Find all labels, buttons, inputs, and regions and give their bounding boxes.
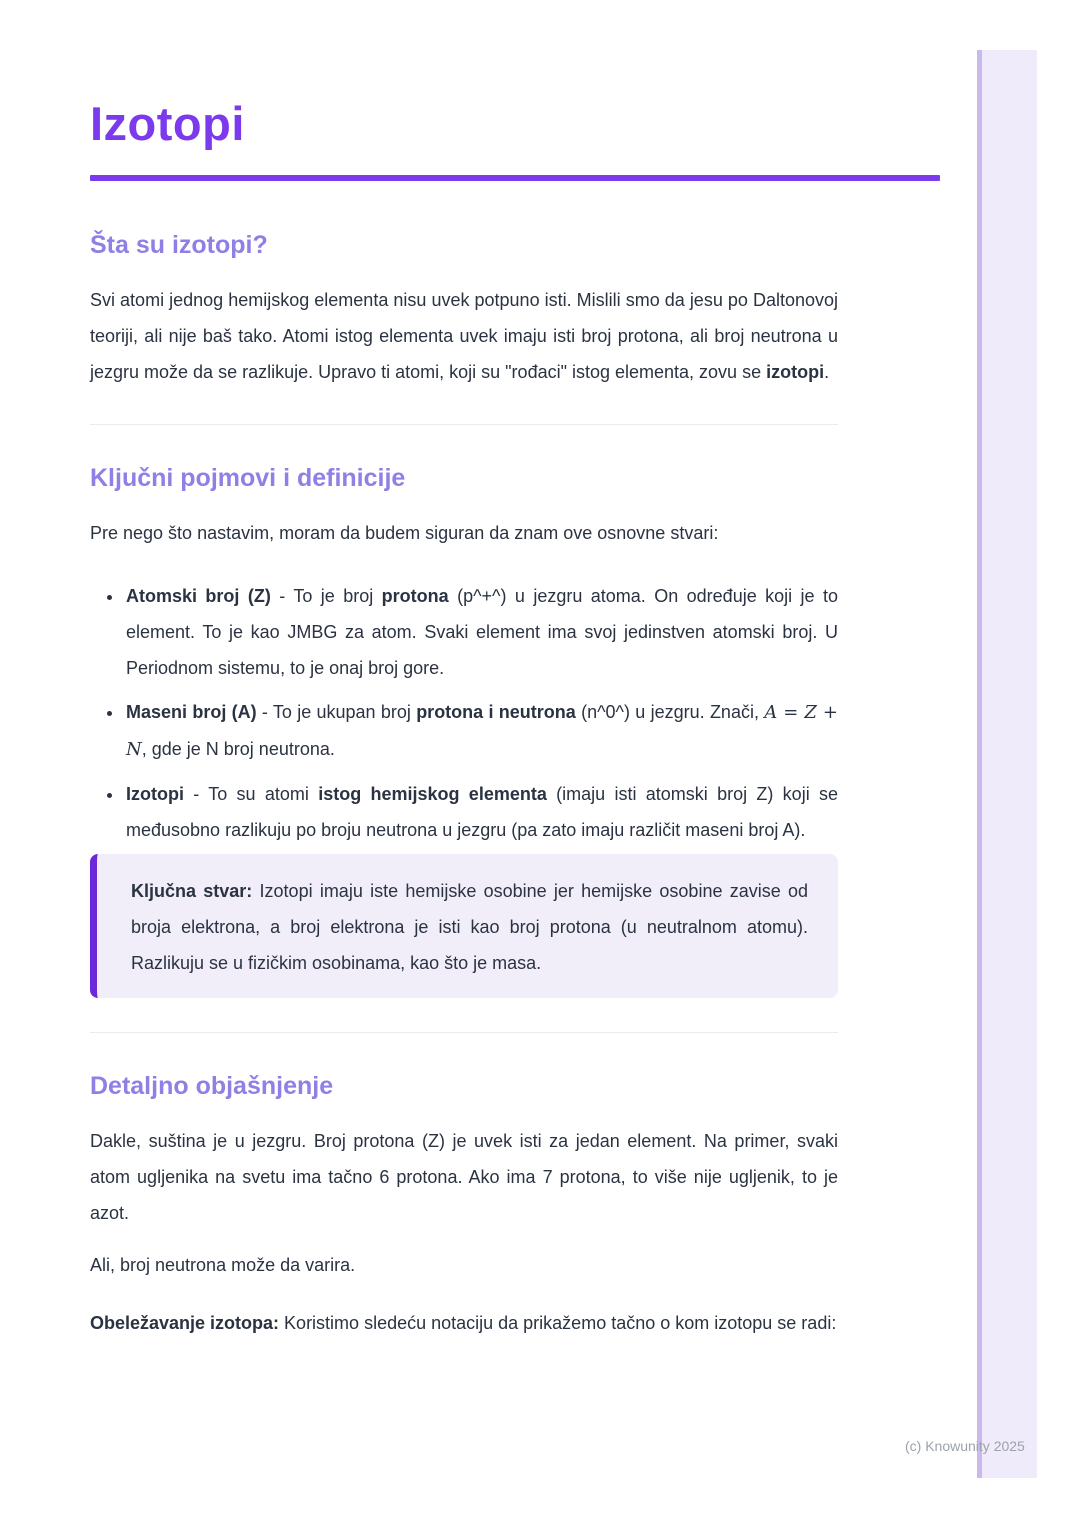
right-accent-strip — [977, 50, 1037, 1478]
page-title: Izotopi — [90, 97, 245, 150]
definitions-list — [90, 578, 838, 848]
section-heading-what-are-isotopes: Šta su izotopi? — [90, 230, 268, 259]
key-point-callout — [90, 854, 838, 998]
detail-paragraph-3: Obeležavanje izotopa: Koristimo sledeću notaciju da prikažemo tačno o kom izotopu se radi: — [90, 1312, 837, 1333]
section-divider — [90, 424, 838, 425]
key-terms-intro: Pre nego što nastavim, moram da budem siguran da znam ove osnovne stvari: — [90, 522, 719, 543]
list-item-isotopes: • Izotopi - To su atomi istog hemijskog elementa (imaju isti atomski broj Z) koji se međusobno razlikuju po broju neutrona u jezgru (pa zato imaju različit maseni broj A). — [124, 776, 838, 848]
copyright-footer: (c) Knowunity 2025 — [905, 1438, 1025, 1454]
page-content — [90, 0, 838, 1341]
callout-text: Ključna stvar: Izotopi imaju iste hemijske osobine jer hemijske osobine zavise od broja elektrona, a broj elektrona je isti kao broj protona (u neutralnom atomu). Razlikuju se u fizičkim osobinama, kao što je masa. — [131, 880, 808, 973]
section-divider — [90, 1032, 838, 1033]
list-item-atomic-number: • Atomski broj (Z) - To je broj protona (p^+^) u jezgru atoma. On određuje koji je to element. To je kao JMBG za atom. Svaki element ima svoj jedinstven atomski broj. U Periodnom sistemu, to je onaj broj gore. — [124, 578, 838, 686]
section-heading-key-terms: Ključni pojmovi i definicije — [90, 463, 406, 492]
intro-paragraph: Svi atomi jednog hemijskog elementa nisu uvek potpuno isti. Mislili smo da jesu po Daltonovoj teoriji, ali nije baš tako. Atomi istog elementa uvek imaju isti broj protona, ali broj neutrona u jezgru može da se razlikuje. Upravo ti atomi, koji su "rođaci" istog elementa, zovu se izotopi. — [90, 289, 838, 382]
title-underline-rule — [90, 175, 940, 181]
detail-paragraph-2: Ali, broj neutrona može da varira. — [90, 1254, 356, 1275]
detail-paragraph-1: Dakle, suština je u jezgru. Broj protona (Z) je uvek isti za jedan element. Na primer, svaki atom ugljenika na svetu ima tačno 6 protona. Ako ima 7 protona, to više nije ugljenik, to je azot. — [90, 1130, 838, 1223]
list-item-mass-number: • Maseni broj (A) - To je ukupan broj protona i neutrona (n^0^) u jezgru. Znači, A = Z + N, gde je N broj neutrona. — [124, 694, 838, 768]
section-heading-detailed-explanation: Detaljno objašnjenje — [90, 1071, 334, 1100]
